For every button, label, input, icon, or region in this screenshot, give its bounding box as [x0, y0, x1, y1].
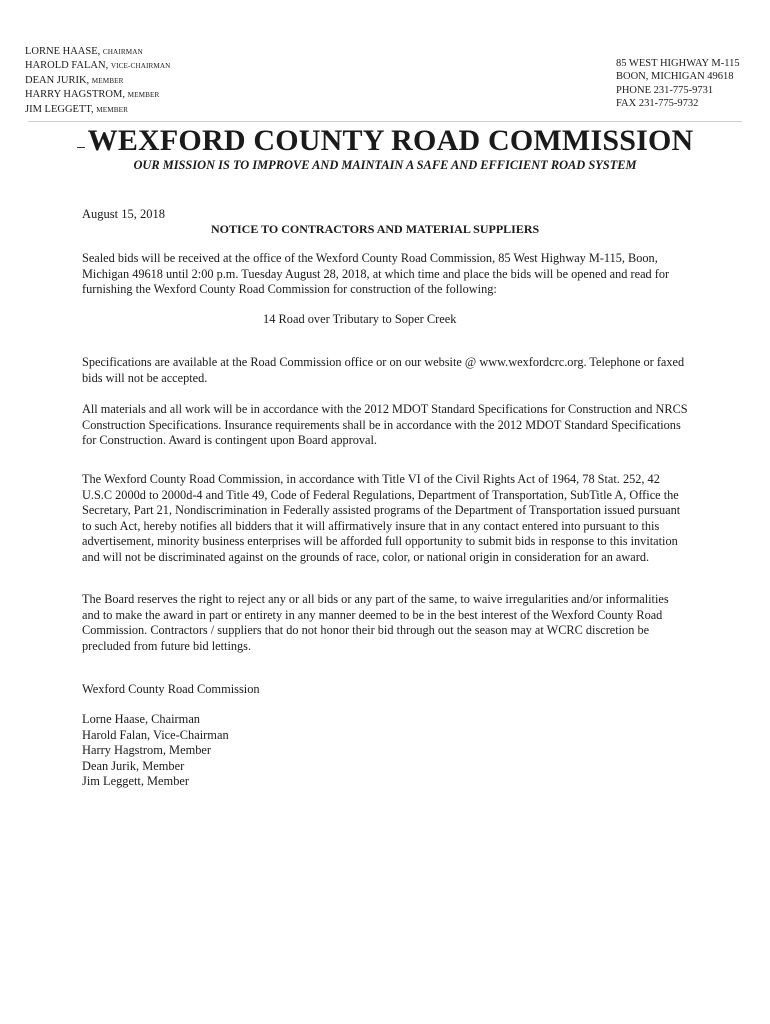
officer-name: HAROLD FALAN,: [25, 60, 109, 72]
paragraph-civil-rights: The Wexford County Road Commission, in accordance with Title VI of the Civil Rights Act of 1964, 78 Stat. 252, 42 U.S.C 2000d to 2000d-4 and Title 49, Code of Federal Regulations, Department of Transportation, SubTitle A, Office the Secretary, Part 21, Nondiscrimination in Federally assisted programs of the Department of Transportation issued pursuant to such Act, hereby notifies all bidders that it will affirmatively insure that in any contact entered into pursuant to this advertisement, minority business enterprises will be afforded full opportunity to submit bids in response to this invitation and will not be discriminated against on the grounds of race, color, or national origin in consideration for an award.: [82, 472, 681, 564]
officer-row: [25, 103, 170, 117]
office-address: [616, 57, 740, 111]
notice-heading: NOTICE TO CONTRACTORS AND MATERIAL SUPPLIERS: [211, 222, 540, 236]
officer-role: MEMBER: [127, 91, 160, 100]
officer-role: MEMBER: [91, 76, 124, 85]
mission-statement: OUR MISSION IS TO IMPROVE AND MAINTAIN A SAFE AND EFFICIENT ROAD SYSTEM: [133, 158, 637, 172]
officer-role: MEMBER: [96, 105, 129, 114]
officer-row: [25, 74, 170, 88]
officer-row: [25, 45, 170, 59]
paragraph-materials: All materials and all work will be in accordance with the 2012 MDOT Standard Specifications for Construction and NRCS Construction Specifications. Insurance requirements shall be in accordance with the 2012 MDOT Standard Specifications for Construction. Award is contingent upon Board approval.: [82, 402, 688, 448]
officer-row: [25, 88, 170, 102]
officer-row: [25, 59, 170, 73]
signature-members: [82, 712, 229, 790]
address-fax: FAX 231-775-9732: [616, 98, 699, 110]
officer-name: LORNE HAASE,: [25, 46, 101, 57]
organization-title: [0, 124, 770, 158]
officer-name: HARRY HAGSTROM,: [25, 89, 125, 101]
officer-name: JIM LEGGETT,: [25, 103, 94, 115]
signature-member: Harry Hagstrom, Member: [82, 743, 212, 758]
signature-member: Lorne Haase, Chairman: [82, 712, 201, 726]
header-divider: [28, 121, 742, 122]
address-city: BOON, MICHIGAN 49618: [616, 71, 734, 83]
notice-date: August 15, 2018: [82, 207, 165, 221]
address-street: 85 WEST HIGHWAY M-115: [616, 58, 740, 69]
organization-title-text: WEXFORD COUNTY ROAD COMMISSION: [87, 124, 694, 157]
signature-member: Jim Leggett, Member: [82, 774, 190, 789]
officer-role: CHAIRMAN: [102, 48, 143, 56]
officer-role: VICE-CHAIRMAN: [110, 62, 171, 71]
address-phone: PHONE 231-775-9731: [616, 84, 714, 96]
signature-member: Dean Jurik, Member: [82, 758, 185, 773]
paragraph-board-rights: The Board reserves the right to reject any or all bids or any part of the same, to waive irregularities and/or informalities and to make the award in part or entirety in any manner deemed to be in the best interest of the Wexford County Road Commission. Contractors / suppliers that do not honor their bid through out the season may at WCRC discretion be precluded from future bid lettings.: [82, 592, 669, 653]
paragraph-specifications: Specifications are available at the Road Commission office or on our website @ www.wexfordcrc.org. Telephone or faxed bids will not be accepted.: [82, 355, 685, 385]
signature-organization: Wexford County Road Commission: [82, 682, 260, 696]
officer-name: DEAN JURIK,: [25, 74, 90, 86]
officers-list: [25, 45, 170, 117]
project-name: 14 Road over Tributary to Soper Creek: [263, 312, 457, 326]
signature-member: Harold Falan, Vice-Chairman: [82, 727, 229, 742]
title-mark: [77, 147, 85, 148]
paragraph-bids: Sealed bids will be received at the office of the Wexford County Road Commission, 85 West Highway M-115, Boon, Michigan 49618 until 2:00 p.m. Tuesday August 28, 2018, at which time and place the bids will be opened and read for furnishing the Wexford County Road Commission for construction of the following:: [82, 251, 670, 297]
